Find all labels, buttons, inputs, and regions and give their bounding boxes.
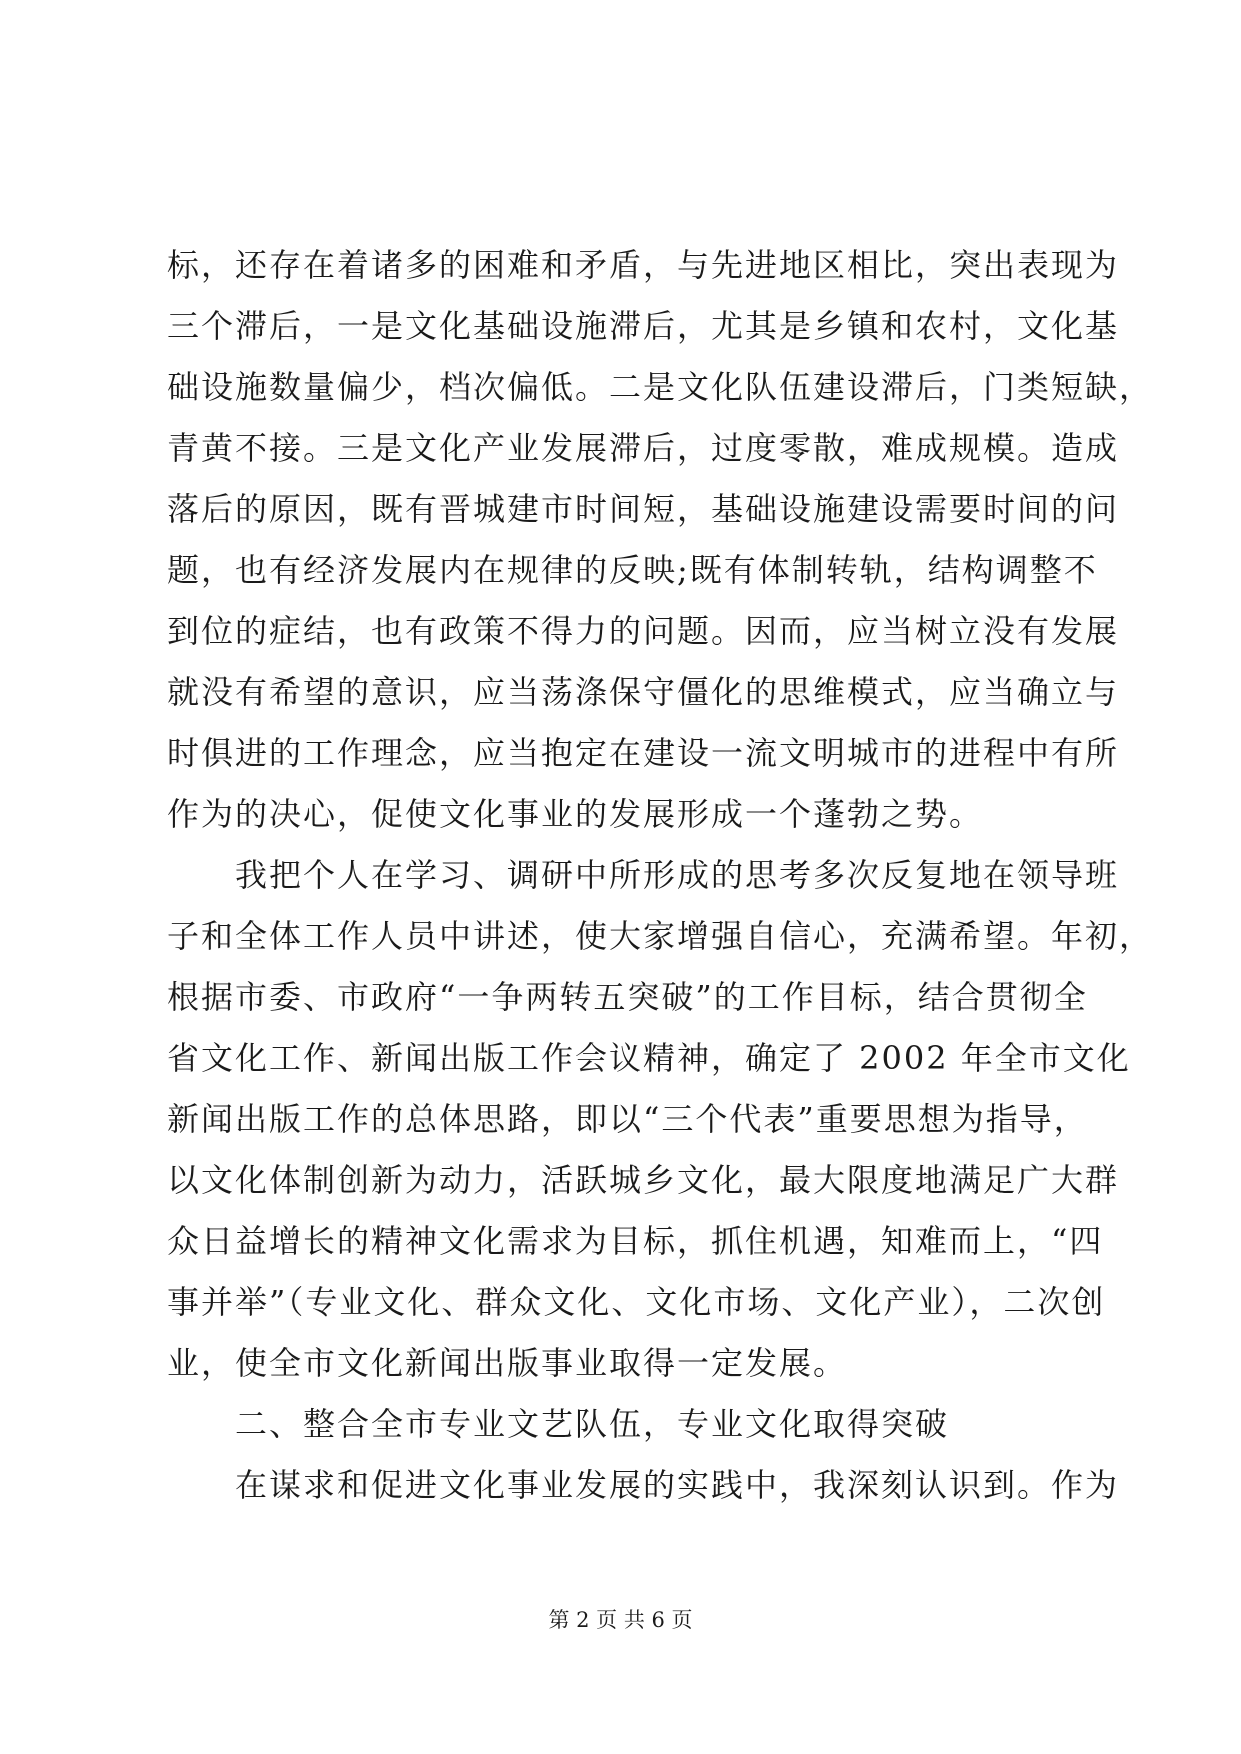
text-line: 作为的决心，促使文化事业的发展形成一个蓬勃之势。 <box>167 795 984 833</box>
text-line: 标，还存在着诸多的困难和矛盾，与先进地区相比，突出表现为 <box>167 246 1120 284</box>
text-line: 子和全体工作人员中讲述，使大家增强自信心，充满希望。年初， <box>167 917 1154 955</box>
text-line: 众日益增长的精神文化需求为目标，抓住机遇，知难而上，“四 <box>167 1222 1104 1260</box>
page-number-footer: 第 2 页 共 6 页 <box>548 1608 693 1632</box>
text-line: 根据市委、市政府“一争两转五突破”的工作目标，结合贯彻全 <box>167 978 1088 1016</box>
text-line: 青黄不接。三是文化产业发展滞后，过度零散，难成规模。造成 <box>167 429 1120 467</box>
text-line: 时俱进的工作理念，应当抱定在建设一流文明城市的进程中有所 <box>167 734 1120 772</box>
section-heading: 二、整合全市专业文艺队伍，专业文化取得突破 <box>167 1405 950 1443</box>
text-line: 业，使全市文化新闻出版事业取得一定发展。 <box>167 1344 848 1382</box>
text-line: 省文化工作、新闻出版工作会议精神，确定了 2002 年全市文化 <box>167 1039 1131 1077</box>
text-line: 落后的原因，既有晋城建市时间短，基础设施建设需要时间的问 <box>167 490 1120 528</box>
text-line: 题，也有经济发展内在规律的反映;既有体制转轨，结构调整不 <box>167 551 1098 589</box>
text-line: 到位的症结，也有政策不得力的问题。因而，应当树立没有发展 <box>167 612 1120 650</box>
body-text <box>167 235 1154 1516</box>
text-line: 我把个人在学习、调研中所形成的思考多次反复地在领导班 <box>167 856 1120 894</box>
text-line: 础设施数量偏少，档次偏低。二是文化队伍建设滞后，门类短缺， <box>167 368 1154 406</box>
text-line: 事并举”（专业文化、群众文化、文化市场、文化产业），二次创 <box>167 1283 1106 1321</box>
text-line: 就没有希望的意识，应当荡涤保守僵化的思维模式，应当确立与 <box>167 673 1120 711</box>
text-line: 新闻出版工作的总体思路，即以“三个代表”重要思想为指导， <box>167 1100 1088 1138</box>
text-line: 以文化体制创新为动力，活跃城乡文化，最大限度地满足广大群 <box>167 1161 1120 1199</box>
text-line: 在谋求和促进文化事业发展的实践中，我深刻认识到。作为 <box>167 1466 1120 1504</box>
text-line: 三个滞后，一是文化基础设施滞后，尤其是乡镇和农村，文化基 <box>167 307 1120 345</box>
